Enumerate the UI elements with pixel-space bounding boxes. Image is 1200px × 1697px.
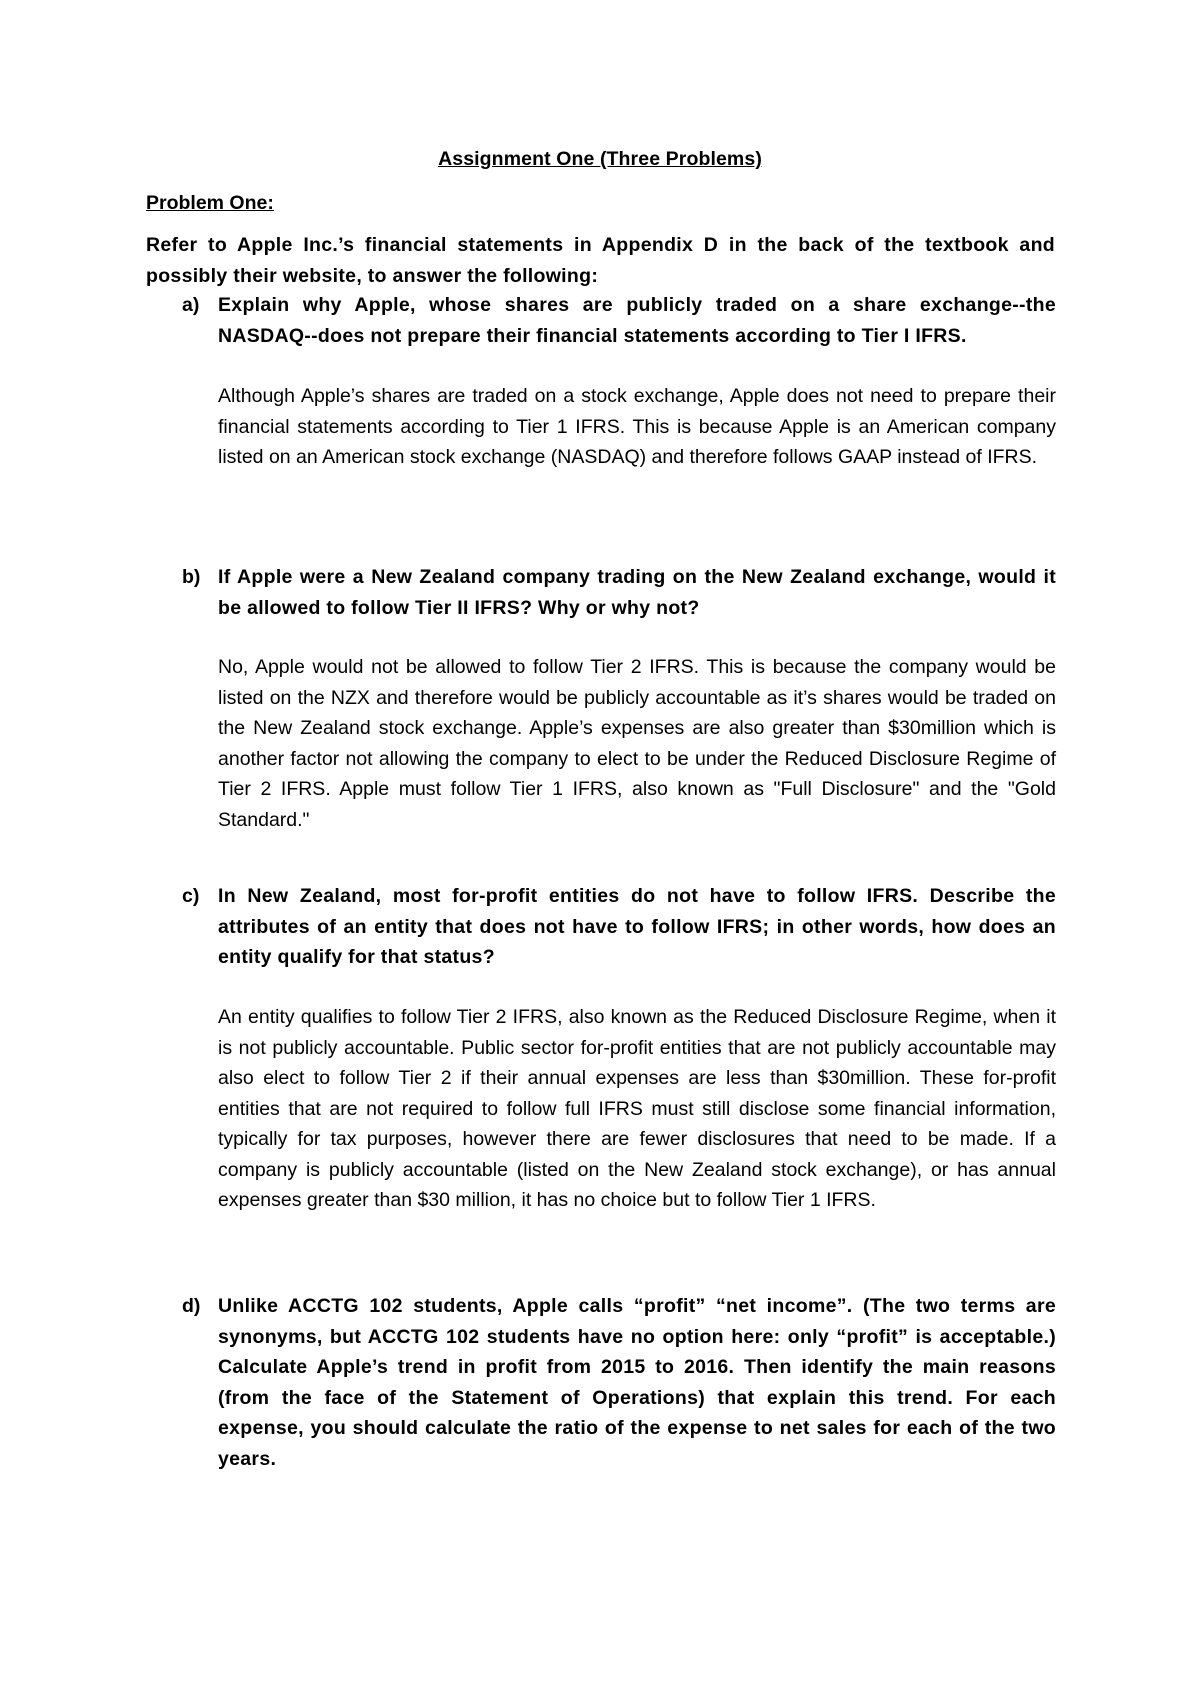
answer-a-text: Although Apple’s shares are traded on a stock exchange, Apple does not need to prepare their financial statements according to Tier 1 IFRS. This is because Apple is an American company listed on an American stock exchange (NASDAQ) and therefore follows GAAP instead of IFRS. bbox=[218, 385, 1056, 468]
question-a-label: a) bbox=[182, 294, 200, 316]
question-b-text: If Apple were a New Zealand company trading on the New Zealand exchange, would it be allowed to follow Tier II IFRS? Why or why not? bbox=[218, 566, 1056, 619]
question-d-text: Unlike ACCTG 102 students, Apple calls “profit” “net income”. (The two terms are synonyms, but ACCTG 102 students have no option here: only “profit” is acceptable.) Calculate Apple’s trend in profit from 2015 to 2016. Then identify the main reasons (from the face of the Statement of Operations) that explain this trend. For each expense, you should calculate the ratio of the expense to net sales for each of the two years. bbox=[218, 1295, 1056, 1470]
problem-heading: Problem One: bbox=[146, 192, 274, 214]
question-a-text: Explain why Apple, whose shares are publicly traded on a share exchange--the NASDAQ--does not prepare their financial statements according to Tier I IFRS. bbox=[218, 294, 1056, 347]
question-b-label: b) bbox=[182, 566, 201, 588]
question-c-label: c) bbox=[182, 885, 200, 907]
problem-intro: Refer to Apple Inc.’s financial statements in Appendix D in the back of the textbook and possibly their website, to answer the following: bbox=[146, 234, 1055, 287]
question-c-text: In New Zealand, most for-profit entities do not have to follow IFRS. Describe the attributes of an entity that does not have to follow IFRS; in other words, how does an entity qualify for that status? bbox=[218, 885, 1056, 968]
question-d-label: d) bbox=[182, 1295, 201, 1317]
answer-c-text: An entity qualifies to follow Tier 2 IFRS, also known as the Reduced Disclosure Regime, when it is not publicly accountable. Public sector for-profit entities that are not publicly accountable may also elect to follow Tier 2 if their annual expenses are less than $30million. These for-profit entities that are not required to follow full IFRS must still disclose some financial information, typically for tax purposes, however there are fewer disclosures that need to be made. If a company is publicly accountable (listed on the New Zealand stock exchange), or has annual expenses greater than $30 million, it has no choice but to follow Tier 1 IFRS. bbox=[218, 1006, 1056, 1211]
answer-b-text: No, Apple would not be allowed to follow Tier 2 IFRS. This is because the company would be listed on the NZX and therefore would be publicly accountable as it’s shares would be traded on the New Zealand stock exchange. Apple’s expenses are also greater than $30million which is another factor not allowing the company to elect to be under the Reduced Disclosure Regime of Tier 2 IFRS. Apple must follow Tier 1 IFRS, also known as "Full Disclosure" and the "Gold Standard." bbox=[218, 656, 1056, 831]
document-title: Assignment One (Three Problems) bbox=[438, 148, 762, 170]
